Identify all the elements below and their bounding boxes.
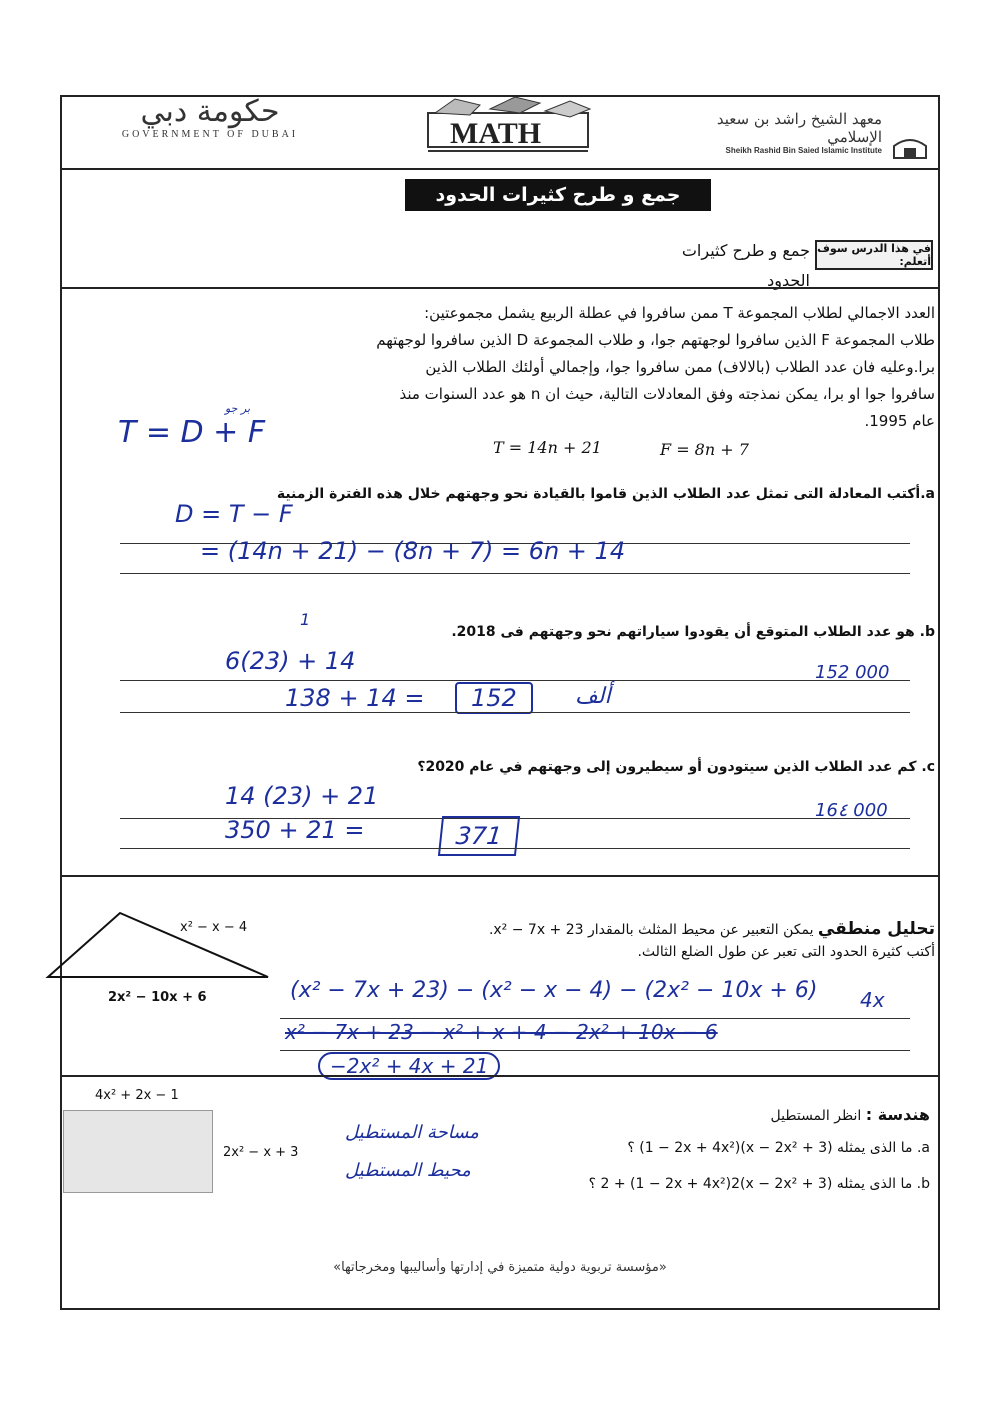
triangle-side-label: x² − x − 4	[180, 920, 248, 935]
objective-label-box: في هذا الدرس سوف أتعلم:	[815, 240, 933, 270]
geometry-question-a: a. ما الذى يمثله (3 + x − 2x²)(1 − 2x + 4x²) ؟	[627, 1140, 930, 1156]
objective-text-line2: الحدود	[767, 271, 810, 290]
handwritten-answer-a-line1: D = T − F	[175, 500, 293, 528]
handwritten-answer-b-line1: 6(23) + 14	[225, 647, 356, 675]
handwritten-answer-c-line1: 14 (23) + 21	[225, 782, 379, 810]
equation-total: T = 14n + 21	[493, 438, 602, 457]
logic-title: تحليل منطقي	[817, 919, 935, 939]
mosque-icon	[890, 134, 930, 160]
institute-name-english: Sheikh Rashid Bin Saied Islamic Institute	[725, 146, 882, 155]
handwritten-geo-line2: x² − 7x + 23 − x² + x + 4 − 2x² + 10x − 6	[285, 1020, 718, 1044]
handwritten-side-b: 152 000	[815, 662, 890, 683]
geometry-heading	[500, 1105, 930, 1124]
handwritten-geo-answer: −2x² + 4x + 21	[318, 1052, 500, 1080]
handwritten-unit-b: ألف	[575, 684, 611, 709]
question-a: a.أكتب المعادلة التى تمثل عدد الطلاب الذين قاموا بالقيادة نحو وجهتهم خلال هذه الفترة الزمنية	[276, 486, 935, 502]
handwritten-answer-b-boxed: 152	[455, 682, 533, 714]
rectangle-side-label: 2x² − x + 3	[223, 1145, 299, 1160]
logic-line2: أكتب كثيرة الحدود التى تعبر عن طول الضلع الثالث.	[637, 944, 935, 960]
math-logo-text: MATH	[450, 117, 542, 150]
handwritten-perimeter-note: محيط المستطيل	[345, 1160, 471, 1181]
header-divider	[62, 168, 938, 170]
intro-line3: برا.وعليه فان عدد الطلاب (بالالاف) ممن سافروا جوا، وإجمالي أولئك الطلاب الذين	[425, 358, 935, 376]
geometry-question-b: b. ما الذى يمثله (3 + x − 2x²)2 + (1 − 2x + 4x²)2 ؟	[588, 1176, 930, 1192]
handwritten-answer-c-boxed: 371	[438, 816, 520, 856]
objective-text-line1: جمع و طرح كثيرات	[681, 241, 810, 260]
gov-logo-arabic: حكومة دبي	[140, 94, 280, 129]
handwritten-answer-a-line2: = (14n + 21) − (8n + 7) = 6n + 14	[200, 537, 626, 565]
triangle-base-label: 2x² − 10x + 6	[108, 990, 207, 1005]
intro-line5: عام 1995.	[864, 412, 935, 430]
answer-line	[280, 1018, 910, 1019]
logic-question	[340, 918, 935, 963]
handwritten-answer-b-line2: 138 + 14 =	[285, 684, 425, 712]
answer-line	[120, 848, 910, 849]
rectangle-figure	[63, 1110, 213, 1193]
institute-logo	[680, 110, 930, 160]
equation-fly: F = 8n + 7	[660, 440, 749, 459]
handwritten-tick-b: 1	[300, 610, 311, 629]
gov-logo-english: GOVERNMENT OF DUBAI	[121, 129, 299, 140]
answer-line	[120, 573, 910, 574]
section-divider-geometry	[62, 1075, 938, 1077]
footer-motto: «مؤسسة تربوية دولية متميزة في إدارتها وأساليبها ومخرجاتها»	[333, 1260, 667, 1275]
triangle-figure	[40, 905, 280, 985]
answer-line	[280, 1050, 910, 1051]
intro-line2: طلاب المجموعة F الذين سافروا لوجهتهم جوا، و طلاب المجموعة D الذين سافروا لوجهتهم	[376, 331, 935, 349]
handwritten-intro-marks: بر جو	[225, 402, 251, 415]
geometry-title: هندسة :	[865, 1105, 930, 1124]
question-c: c. كم عدد الطلاب الذين سيتودون أو سيطيرون إلى وجهتهم في عام 2020؟	[417, 759, 935, 775]
institute-name-arabic: معهد الشيخ راشد بن سعيد الإسلامي	[716, 110, 882, 146]
geometry-instruction: انظر المستطيل	[770, 1108, 862, 1124]
section-divider-logic	[62, 875, 938, 877]
intro-line1: العدد الاجمالي لطلاب المجموعة T ممن سافروا في عطلة الربيع يشمل مجموعتين:	[424, 304, 935, 322]
handwritten-geo-side: 4x	[860, 988, 885, 1012]
question-b: b. هو عدد الطلاب المتوقع أن يقودوا سياراتهم نحو وجهتهم فى 2018.	[451, 624, 935, 640]
intro-line4: سافروا جوا او برا، يمكن نمذجته وفق المعادلات التالية، حيث ان n هو عدد السنوات منذ	[399, 385, 935, 403]
handwritten-side-c: 16٤ 000	[815, 800, 888, 821]
objective-divider	[62, 287, 938, 289]
handwritten-geo-line1: (x² − 7x + 23) − (x² − x − 4) − (2x² − 10x + 6)	[290, 978, 818, 1003]
answer-line	[120, 680, 910, 681]
government-logo	[75, 95, 345, 155]
math-logo	[420, 95, 610, 161]
logic-line1: يمكن التعبير عن محيط المثلث بالمقدار x² − 7x + 23.	[488, 922, 814, 938]
handwritten-answer-c-line2: 350 + 21 =	[225, 816, 365, 844]
handwritten-area-note: مساحة المستطيل	[345, 1122, 479, 1143]
page-title: جمع و طرح كثيرات الحدود	[405, 179, 711, 211]
handwritten-intro-note: T = D + F	[118, 415, 266, 450]
answer-line	[120, 712, 910, 713]
rectangle-top-label: 4x² + 2x − 1	[95, 1088, 179, 1103]
